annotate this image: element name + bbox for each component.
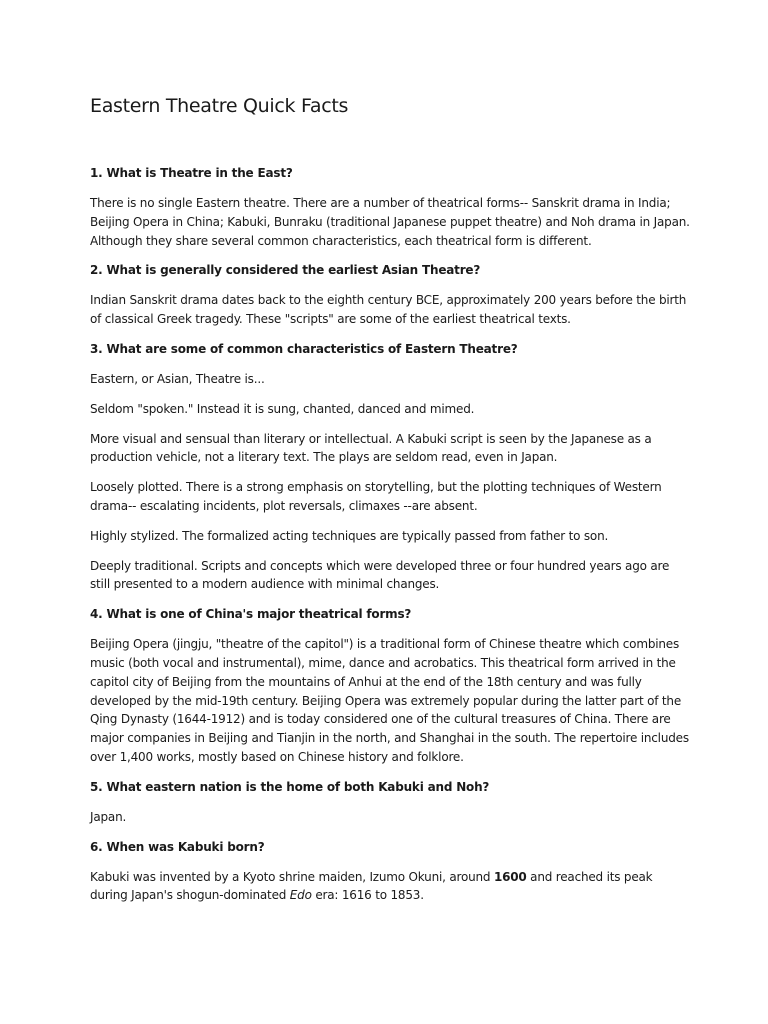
answer-paragraph: Indian Sanskrit drama dates back to the eighth century BCE, approximately 200 years before the birth of classical Greek tragedy. These "scripts" are some of the earliest theatrical texts. (90, 293, 687, 327)
answer-year-bold: 1600 (493, 869, 527, 884)
answer-paragraph: Japan. (90, 809, 127, 824)
answer-paragraph: There is no single Eastern theatre. There are a number of theatrical forms-- Sanskrit drama in India; Beijing Opera in China; Kabuki, Bunraku (traditional Japanese puppet theatre) and Noh drama in Japan. Although they share several common characteristics, each theatrical form is different. (90, 196, 690, 248)
question-heading: 2. What is generally considered the earliest Asian Theatre? (90, 263, 481, 278)
answer-paragraph (90, 868, 690, 906)
answer-paragraph: Loosely plotted. There is a strong emphasis on storytelling, but the plotting techniques of Western drama-- escalating incidents, plot reversals, climaxes --are absent. (90, 480, 662, 513)
question-heading: 3. What are some of common characteristics of Eastern Theatre? (90, 341, 518, 356)
answer-paragraph: Seldom "spoken." Instead it is sung, chanted, danced and mimed. (90, 401, 475, 416)
answer-text: and reached its peak during Japan's shogun-dominated (90, 869, 653, 903)
document-page (90, 92, 690, 916)
answer-paragraph: Deeply traditional. Scripts and concepts which were developed three or four hundred years ago are still presented to a modern audience with minimal changes. (90, 558, 670, 592)
page-title: Eastern Theatre Quick Facts (90, 95, 349, 117)
question-heading: 6. When was Kabuki born? (90, 839, 265, 854)
answer-paragraph: Highly stylized. The formalized acting techniques are typically passed from father to son. (90, 528, 609, 543)
question-heading: 5. What eastern nation is the home of both Kabuki and Noh? (90, 779, 490, 794)
document-body (90, 164, 690, 905)
answer-paragraph: More visual and sensual than literary or intellectual. A Kabuki script is seen by the Japanese as a production vehicle, not a literary text. The plays are seldom read, even in Japan. (90, 431, 652, 465)
question-heading: 4. What is one of China's major theatrical forms? (90, 607, 412, 622)
answer-era-italic: Edo (289, 888, 312, 903)
question-heading: 1. What is Theatre in the East? (90, 166, 293, 180)
answer-paragraph: Beijing Opera (jingju, "theatre of the capitol") is a traditional form of Chinese theatre which combines music (both vocal and instrumental), mime, dance and acrobatics. This theatrical form arrived in the capitol city of Beijing from the mountains of Anhui at the end of the 18th century and was fully developed by the mid-19th century. Beijing Opera was extremely popular during the latter part of the Qing Dynasty (1644-1912) and is today considered one of the cultural treasures of China. There are major companies in Beijing and Tianjin in the north, and Shanghai in the south. The repertoire includes over 1,400 works, mostly based on Chinese history and folklore. (90, 637, 689, 764)
answer-text: Kabuki was invented by a Kyoto shrine maiden, Izumo Okuni, around (90, 869, 494, 884)
answer-paragraph: Eastern, or Asian, Theatre is... (90, 371, 265, 386)
answer-text: era: 1616 to 1853. (311, 888, 424, 903)
